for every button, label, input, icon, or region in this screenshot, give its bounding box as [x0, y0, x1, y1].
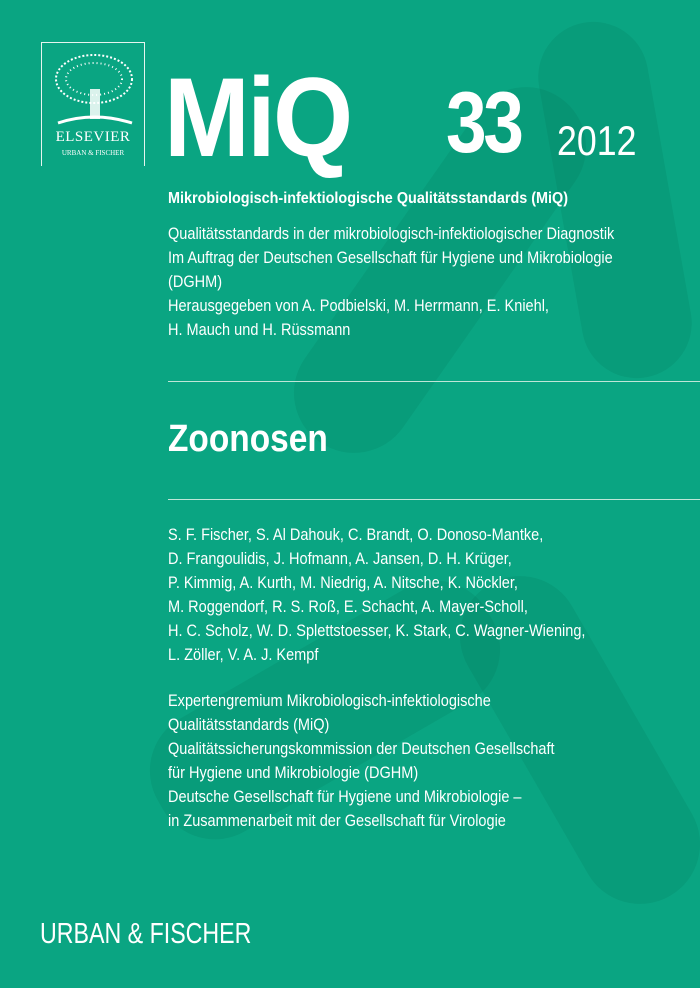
organization-line: Qualitätssicherungskommission der Deutschen Gesellschaft	[168, 740, 555, 758]
organization-line: Expertengremium Mikrobiologisch-infektiologische	[168, 692, 491, 710]
description-line: Im Auftrag der Deutschen Gesellschaft für Hygiene und Mikrobiologie	[168, 249, 613, 267]
author-line: P. Kimmig, A. Kurth, M. Niedrig, A. Nitsche, K. Nöckler,	[168, 574, 518, 592]
logo-subtitle: URBAN & FISCHER	[61, 149, 125, 157]
author-line: D. Frangoulidis, J. Hofmann, A. Jansen, D. H. Krüger,	[168, 550, 512, 568]
publisher-name: URBAN & FISCHER	[40, 918, 252, 950]
description-line: (DGHM)	[168, 273, 223, 291]
series-title: MiQ	[164, 55, 351, 180]
author-line: H. C. Scholz, W. D. Splettstoesser, K. Stark, C. Wagner-Wiening,	[168, 622, 586, 640]
organization-line: Qualitätsstandards (MiQ)	[168, 716, 330, 734]
description	[168, 222, 614, 342]
volume-year: 2012	[557, 117, 637, 164]
logo-name: ELSEVIER	[55, 129, 131, 145]
tree-icon	[52, 53, 136, 127]
organization-line: Deutsche Gesellschaft für Hygiene und Mikrobiologie –	[168, 788, 522, 806]
description-line: H. Mauch und H. Rüssmann	[168, 321, 351, 339]
volume-number: 33	[446, 75, 521, 171]
author-line: M. Roggendorf, R. S. Roß, E. Schacht, A. Mayer-Scholl,	[168, 598, 528, 616]
divider	[168, 381, 700, 382]
authors	[168, 523, 585, 667]
author-line: L. Zöller, V. A. J. Kempf	[168, 646, 319, 664]
organization-line: in Zusammenarbeit mit der Gesellschaft für Virologie	[168, 812, 506, 830]
description-line: Qualitätsstandards in der mikrobiologisch-infektiologischer Diagnostik	[168, 225, 615, 243]
organizations	[168, 689, 555, 833]
subtitle: Mikrobiologisch-infektiologische Qualitätsstandards (MiQ)	[168, 190, 569, 207]
elsevier-logo	[41, 42, 145, 166]
author-line: S. F. Fischer, S. Al Dahouk, C. Brandt, O. Donoso-Mantke,	[168, 526, 544, 544]
organization-line: für Hygiene und Mikrobiologie (DGHM)	[168, 764, 419, 782]
description-line: Herausgegeben von A. Podbielski, M. Herrmann, E. Kniehl,	[168, 297, 549, 315]
divider	[168, 499, 700, 500]
section-title: Zoonosen	[168, 418, 328, 460]
